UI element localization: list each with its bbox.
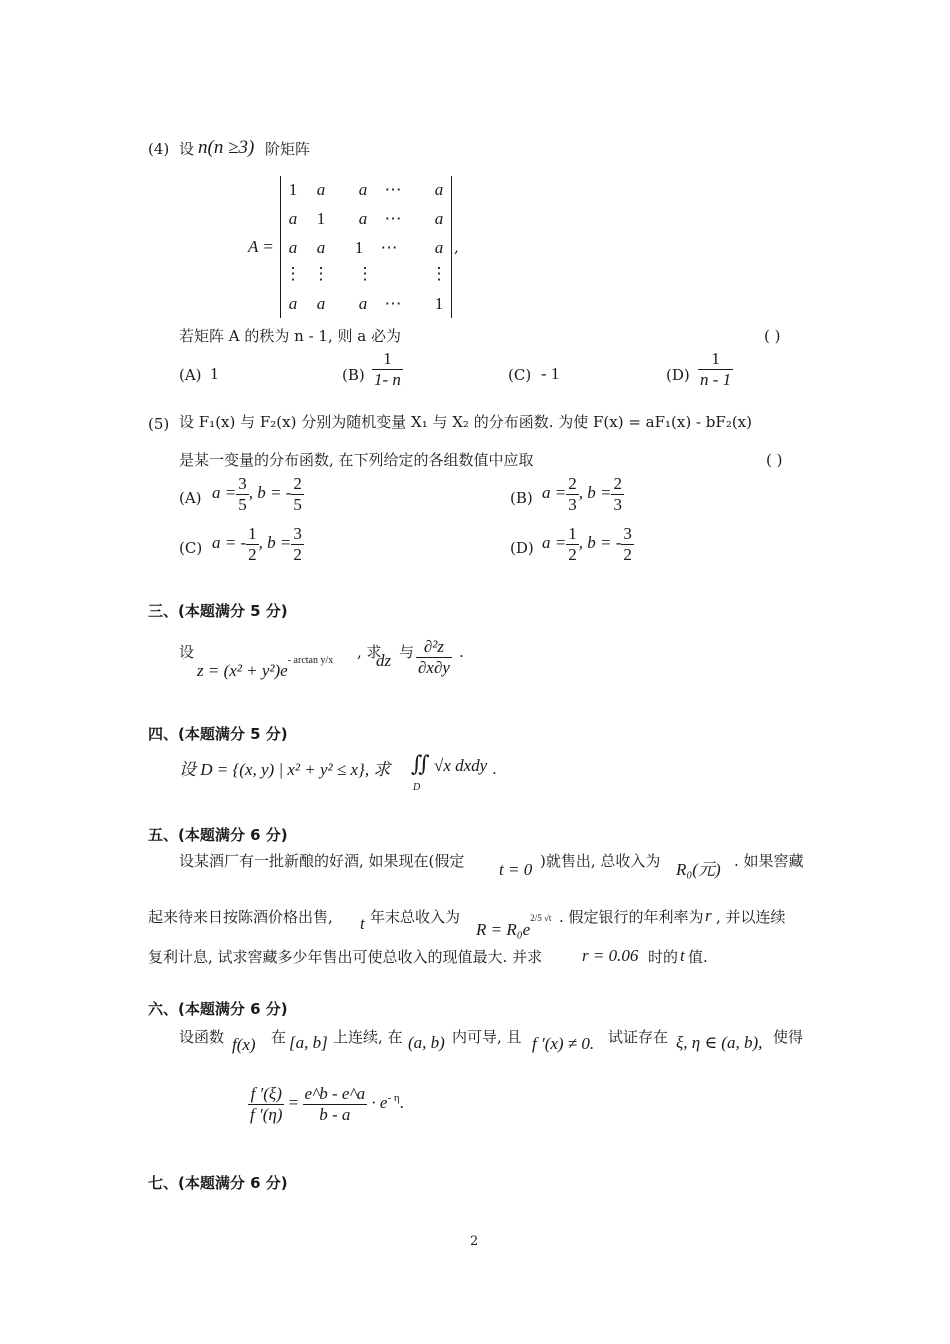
matrix-cell: a: [358, 209, 368, 228]
q5-option-a-label: (A): [179, 489, 202, 507]
matrix-cell: ⋯: [384, 180, 402, 199]
s3-end: .: [459, 643, 464, 661]
q4-answer-bracket: ( ): [764, 327, 781, 345]
matrix-cell: ⋮: [312, 264, 330, 283]
s5-line2a: 起来待来日按陈酒价格出售,: [148, 908, 333, 926]
matrix-A: [280, 176, 452, 318]
frac-den: 5: [293, 494, 302, 514]
s6-c: 在: [271, 1028, 287, 1046]
frac-num: 1: [698, 349, 733, 370]
frac-den: 5: [238, 494, 247, 514]
section-5-heading: 五、(本题满分 6 分): [148, 826, 288, 844]
s5-t: t: [360, 914, 365, 933]
matrix-cell: ⋯: [384, 209, 402, 228]
matrix-cell: a: [288, 294, 298, 313]
s5-line3c: 时的: [648, 948, 679, 966]
q4-intro: 设: [179, 140, 195, 158]
formula-text: R = R₀e: [476, 920, 531, 939]
s5-t0: t = 0: [499, 860, 533, 879]
s6-e: 上连续, 在: [333, 1028, 403, 1046]
option-text: a =: [542, 532, 567, 552]
option-text: , b =: [258, 532, 292, 552]
frac-den: b - a: [319, 1104, 351, 1124]
s6-xi-eta: ξ, η ∈ (a, b),: [676, 1033, 763, 1052]
q4-option-a-label: (A): [179, 366, 202, 384]
s5-line3a: 复利计息, 试求窖藏多少年售出可使总收入的现值最大. 并求: [148, 948, 543, 966]
frac-den: 3: [613, 494, 622, 514]
frac-num: 1: [568, 524, 577, 543]
s4-text: 设 D = {(x, y) | x² + y² ≤ x}, 求: [179, 760, 391, 779]
s3-formula: [197, 655, 333, 681]
matrix-cell: ⋯: [384, 294, 402, 313]
option-text: a =: [542, 482, 567, 502]
matrix-comma: ,: [454, 238, 459, 256]
s5-r: r: [705, 906, 712, 925]
formula-end: .: [399, 1092, 404, 1112]
q4-option-c: - 1: [541, 364, 560, 383]
frac-den: 2: [623, 544, 632, 564]
frac-den: n - 1: [700, 369, 732, 389]
s3-partial-fraction: [416, 637, 452, 677]
frac-num: e^b - e^a: [304, 1084, 366, 1103]
frac-den: 2: [293, 544, 302, 564]
q4-option-b-label: (B): [342, 366, 365, 384]
frac-den: 2: [248, 544, 257, 564]
option-text: a =: [212, 482, 237, 502]
matrix-cell: 1: [354, 238, 364, 257]
matrix-cell: a: [358, 180, 368, 199]
q4-option-d: [698, 349, 733, 389]
frac-num: 3: [623, 524, 632, 543]
formula-text: z = (x² + y²)e: [197, 661, 288, 680]
s6-equation: [248, 1084, 404, 1124]
section-6-heading: 六、(本题满分 6 分): [148, 1000, 288, 1018]
s5-line2g: , 并以连续: [716, 908, 786, 926]
frac-den: ∂x∂y: [418, 657, 450, 677]
matrix-cell: 1: [288, 180, 298, 199]
frac-num: 3: [238, 474, 247, 493]
s4-end: .: [492, 760, 497, 778]
s5-line3e: 值.: [688, 948, 708, 966]
q4-stem: 若矩阵 A 的秩为 n - 1, 则 a 必为: [179, 327, 401, 345]
s6-closed-interval: [a, b]: [289, 1033, 328, 1052]
q4-option-d-label: (D): [666, 366, 690, 384]
q4-condition: n(n ≥3): [198, 137, 255, 158]
matrix-cell: a: [358, 294, 368, 313]
matrix-cell: a: [434, 209, 444, 228]
q4-tail: 阶矩阵: [265, 140, 311, 158]
exponent: - arctan y/x: [287, 655, 334, 666]
exponent: - η: [387, 1091, 400, 1104]
s6-k: 使得: [773, 1028, 804, 1046]
section-7-heading: 七、(本题满分 6 分): [148, 1174, 288, 1192]
s5-line1e: . 如果窖藏: [734, 852, 804, 870]
frac-den: f ′(η): [250, 1104, 283, 1124]
s4-domain: D: [413, 782, 421, 793]
matrix-cell: a: [316, 294, 326, 313]
s6-g: 内可导, 且: [452, 1028, 522, 1046]
s3-mid: , 求: [357, 643, 382, 661]
matrix-cell: ⋮: [356, 264, 374, 283]
q5-option-d-label: (D): [510, 539, 534, 557]
q5-answer-bracket: ( ): [766, 451, 783, 469]
matrix-lhs: A =: [248, 237, 274, 256]
matrix-cell: a: [316, 238, 326, 257]
option-text: a = -: [212, 532, 247, 552]
s5-rate: r = 0.06: [582, 946, 639, 965]
s6-a: 设函数: [179, 1028, 225, 1046]
q5-option-b-label: (B): [510, 489, 533, 507]
frac-den: 3: [568, 494, 577, 514]
s6-derivative-nonzero: f ′(x) ≠ 0.: [532, 1034, 595, 1053]
frac-num: ∂²z: [416, 637, 452, 658]
q5-option-c: [212, 524, 304, 564]
frac-den: 2: [568, 544, 577, 564]
option-text: , b = -: [248, 482, 292, 502]
s4-integrand: √x dxdy: [434, 756, 488, 775]
q4-option-b: [372, 349, 403, 389]
q5-line2: 是某一变量的分布函数, 在下列给定的各组数值中应取: [179, 451, 534, 469]
option-text: , b =: [578, 482, 612, 502]
matrix-cell: ⋯: [380, 238, 398, 257]
s3-dz: dz: [376, 651, 392, 670]
q5-option-b: [542, 474, 624, 514]
frac-den: 1- n: [374, 369, 401, 389]
exponent: 2/5 √t: [530, 913, 552, 923]
matrix-cell: 1: [434, 294, 444, 313]
q5-option-c-label: (C): [179, 539, 203, 557]
q5-option-d: [542, 524, 634, 564]
frac-num: 2: [613, 474, 622, 493]
s5-t-value: t: [680, 946, 685, 965]
s6-i: 试证存在: [608, 1028, 669, 1046]
page-number: 2: [470, 1234, 479, 1249]
q4-number: (4): [148, 140, 170, 158]
frac-num: 2: [568, 474, 577, 493]
matrix-cell: a: [434, 180, 444, 199]
option-text: , b = -: [578, 532, 622, 552]
s3-and: 与: [399, 643, 415, 661]
s5-line2e: . 假定银行的年利率为: [559, 908, 704, 926]
section-3-heading: 三、(本题满分 5 分): [148, 602, 288, 620]
formula-text: · e: [371, 1092, 388, 1112]
equals: =: [288, 1092, 299, 1112]
double-integral-icon: ∬: [411, 752, 430, 777]
frac-num: 1: [248, 524, 257, 543]
matrix-cell: a: [288, 238, 298, 257]
s5-line1a: 设某酒厂有一批新酿的好酒, 如果现在(假定: [179, 852, 465, 870]
matrix-cell: a: [434, 238, 444, 257]
q5-number: (5): [148, 415, 170, 433]
frac-num: 1: [372, 349, 403, 370]
frac-num: f ′(ξ): [248, 1084, 284, 1105]
q4-option-a: 1: [210, 364, 219, 383]
q5-line1: 设 F₁(x) 与 F₂(x) 分别为随机变量 X₁ 与 X₂ 的分布函数. 为使 F(x) = aF₁(x) - bF₂(x): [179, 413, 752, 431]
s6-open-interval: (a, b): [408, 1033, 445, 1052]
q5-option-a: [212, 474, 304, 514]
q4-option-c-label: (C): [508, 366, 532, 384]
s5-revenue: [476, 913, 551, 940]
s5-line1c: )就售出, 总收入为: [540, 852, 661, 870]
frac-num: 3: [293, 524, 302, 543]
matrix-cell: a: [316, 180, 326, 199]
matrix-cell: ⋮: [284, 264, 302, 283]
s5-R0: R₀(元): [676, 860, 721, 879]
matrix-cell: a: [288, 209, 298, 228]
section-4-heading: 四、(本题满分 5 分): [148, 725, 288, 743]
s3-intro: 设: [179, 643, 195, 661]
s5-line2c: 年末总收入为: [370, 908, 461, 926]
s6-fx: f(x): [232, 1035, 256, 1054]
matrix-cell: ⋮: [430, 264, 448, 283]
matrix-cell: 1: [316, 209, 326, 228]
frac-num: 2: [293, 474, 302, 493]
